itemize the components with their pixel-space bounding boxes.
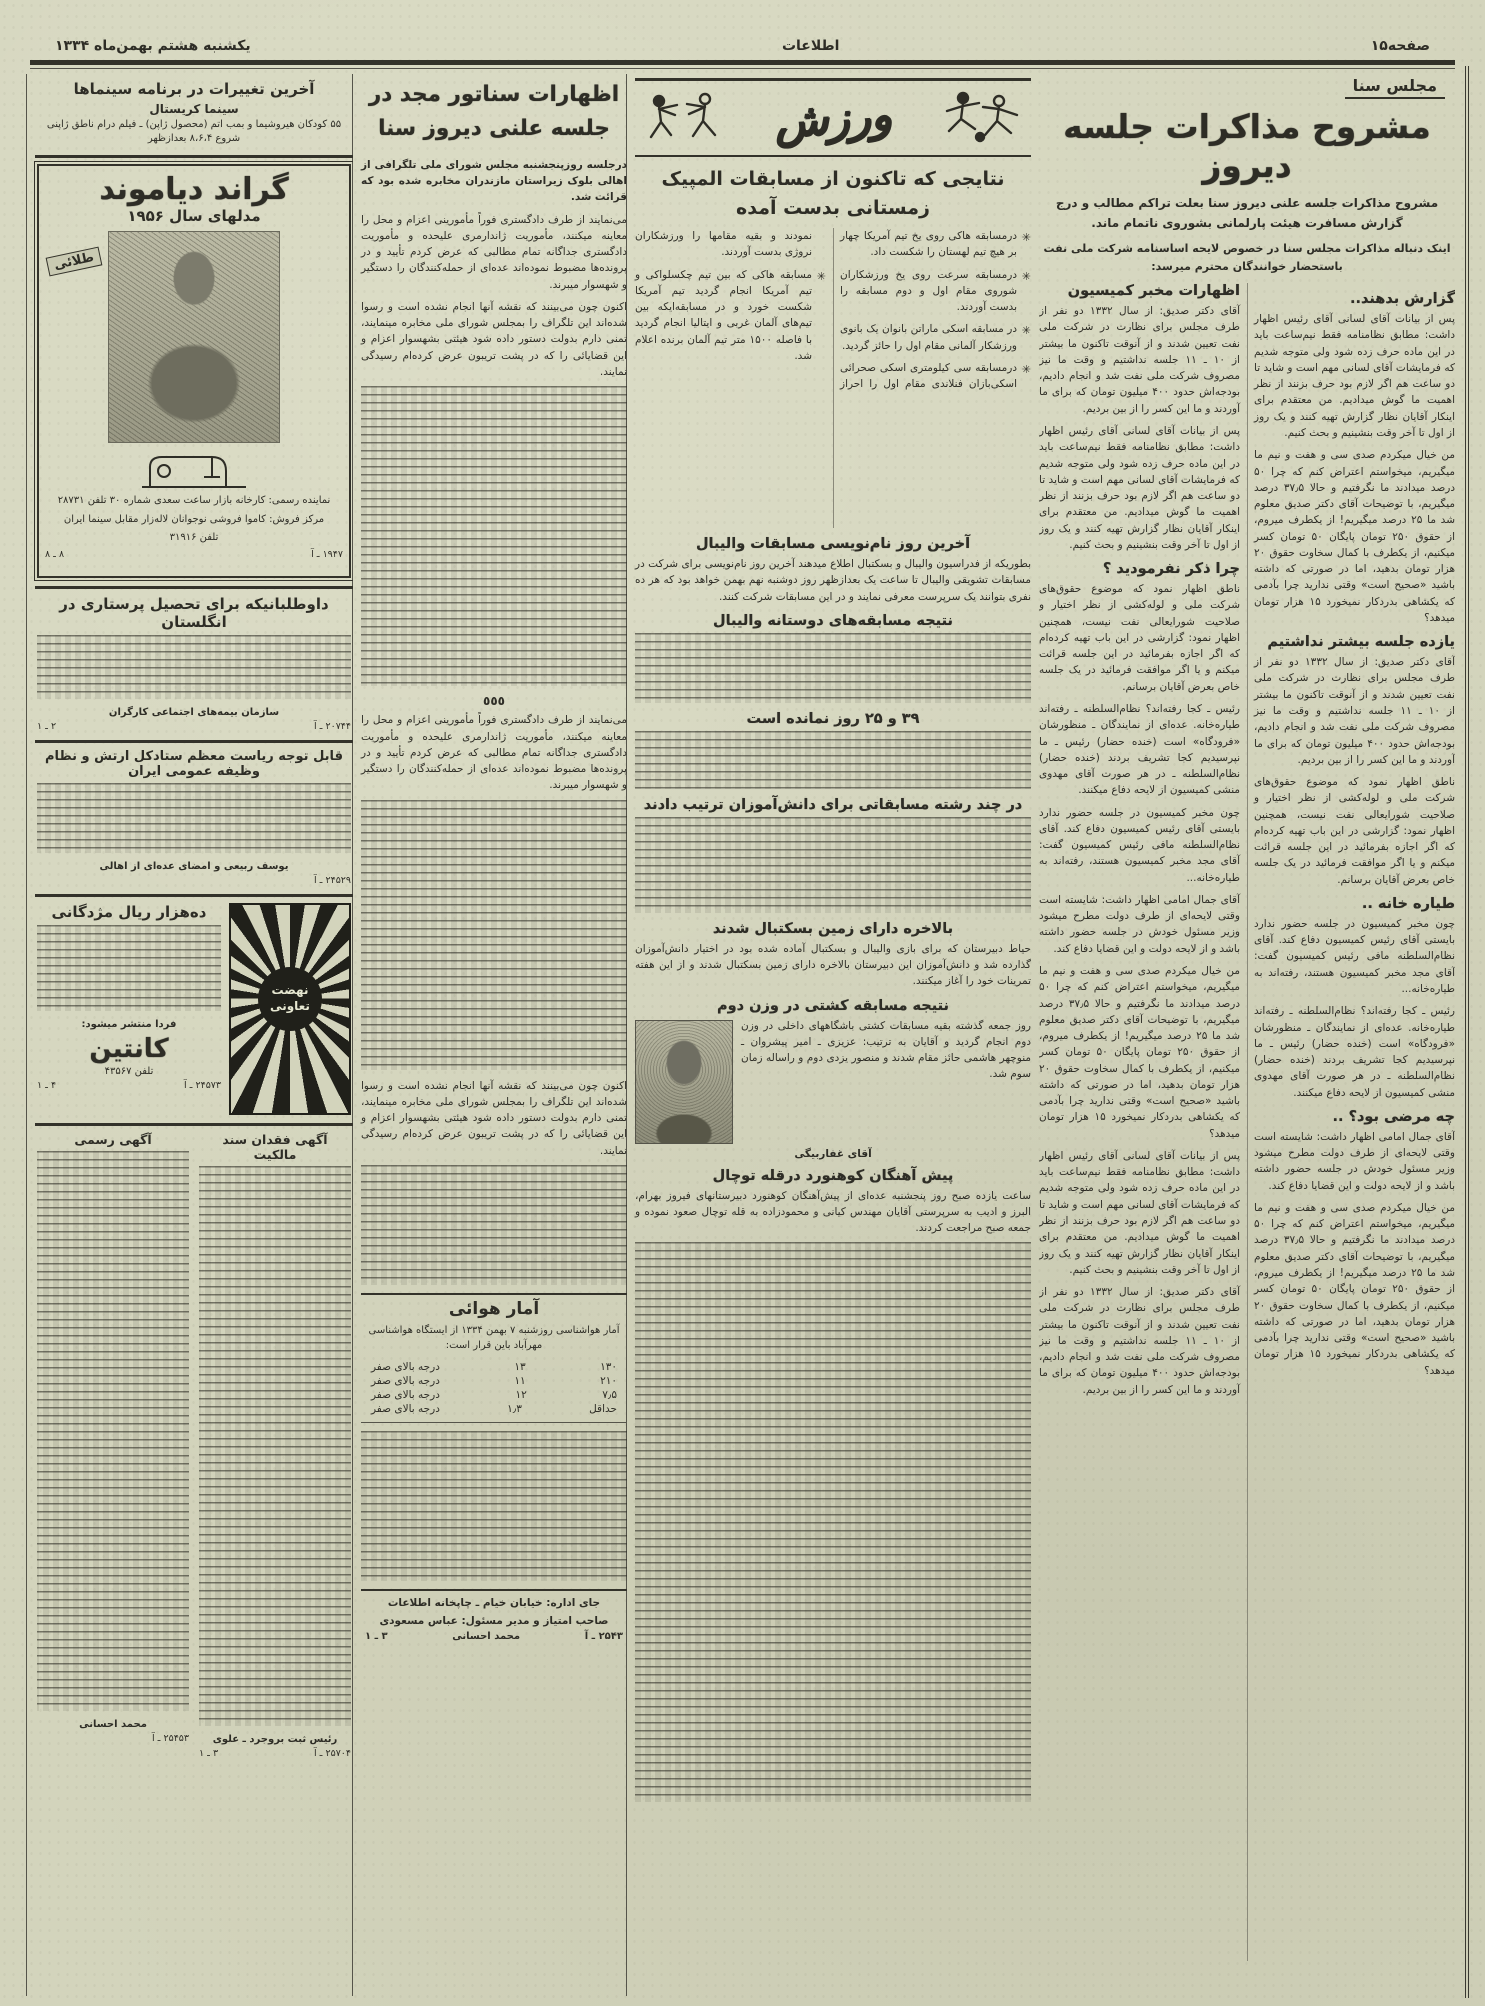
unreadable-scan-text [361,1431,627,1581]
weather-table [361,1360,627,1416]
senate-subhead-2: یازده جلسه بیشتر نداشتیم [1267,634,1455,651]
nursing-org-name: سازمان بیمه‌های اجتماعی کارگران [108,707,280,718]
legal-notices [35,1126,353,1767]
weather-row: ۱۳۰ ۱۳ درجه بالای صفر [371,1360,617,1373]
olympics-result-item: ✳ مسابقه هاکی که بین تیم چکسلواکی و تیم آمریکا انجام گردید تیم آمریکا شکست خورد و در مسابقه‌ایکه بین تیم‌های آلمان غربی و ایتالیا انجام گردید با فاصله ۱۵۰۰ متر تیم آلمان برنده اعلام شد. [635,267,826,365]
ad-code: ۲۵۴۵۳ ـ آ [152,1733,189,1744]
majd-paragraph: اکنون چون می‌بینند که نقشه آنها انجام نشده است و رسوا شده‌اند این تلگراف را بمجلس شورای ملی مخابره مینمایند، تمنی دارم بدولت دستور داده شود هیئتی بشهسوار اعزام و این قضایائی را که در پشت تریبون عرض کرده‌ام رسیدگی نمایند. [361,1079,627,1157]
senate-paragraph: من خیال میکردم صدی سی و هفت و نیم ما میگیریم، میخواستم اعتراض کنم که چرا ۵۰ درصد میدادند ما نگرفتیم و حالا ۳۷٫۵ درصد میگیریم، با توضیحات آقای دکتر صدیق معلوم شد ما ۲۵ درصد میگیریم! از یکطرف میروم، از حقوق ۲۵۰ تومان پایگان ۵۰ تومان کسر میکنیم، از یکطرف با کمال سخاوت حقوق ۲۰ هزار تومان بدهید، اما در صورتی که داشته باشید «صحیح است» وقتی ندارید چرا بآدمی که یکشاهی بدردکار نمیخورد ۱۵ هزار تومان میدهد؟ [1039,964,1240,1140]
senate-text-columns [1039,283,1455,1961]
cinema-film-description: ۵۵ کودکان هیروشیما و بمب اتم (محصول ژاپن) ـ فیلم درام ناطق ژاپنی [46,119,342,130]
senate-lede2: اینک دنباله مذاکرات مجلس سنا در خصوص لایحه اساسنامه شرکت ملی نفت باستحضار خوانندگان محترم میرسد: [1043,241,1451,274]
publisher-line: صاحب امتیاز و مدیر مسئول: عباس مسعودی [379,1615,609,1628]
page-number: صفحه۱۵ [1370,38,1430,54]
diamond-phone: تلفن ۳۱۹۱۶ [169,532,219,543]
sports-subhead-wrestling-result: نتیجه مسابقه کشتی در وزن دوم [717,997,949,1014]
army-notice-signature: یوسف ربیعی و امضای عده‌ای از اهالی [99,861,289,872]
senate-lede: مشروح مذاکرات جلسه علنی دیروز سنا بعلت تراکم مطالب و درج گزارش مسافرت هیئت پارلمانی بشوروی ناتمام ماند. [1055,196,1439,231]
ad-code-secondary: ۸ ـ ۸ [45,548,65,560]
ad-code-secondary: ۲ ـ ۱ [37,721,57,732]
senate-headline: مشروح مذاکرات جلسه دیروز [1063,107,1431,185]
signature-name: محمد احسانی [452,1631,521,1643]
official-notice-signature: محمد احسانی [79,1719,147,1730]
majd-paragraph: می‌نمایند از طرف دادگستری فوراً مأمورینی اعزام و محل را معاینه میکنند، مأموریت ژاندارمری علیحده و مأموریت دادگستری جداگانه تمام مطالبی که عرض کردم تأیید و در پرونده‌ها مضبوط نموده‌اند عده‌ای از حمله‌کنندگان را دستگیر و شهسوار میبرند. [361,714,627,792]
cooperative-movement-title: نهضت تعاونی [270,983,310,1013]
senate-paragraph: آقای دکتر صدیق: از سال ۱۳۳۲ دو نفر از طرف مجلس برای نظارت در شرکت ملی نفت تعیین شدند و از آنوقت تاکنون ما بیشتر از ۱۰ ـ ۱۱ جلسه نداشتیم و وقت ما نیز مصروف شرکت ملی نفت شد و انجام دادیم، بودجه‌اش حدود ۴۰۰ میلیون تومان که برای ما آوردند و ما این کسر را از بین بردیم. [1039,1286,1240,1396]
imprint-block [361,1589,627,1643]
masthead-rule-thin [30,68,1455,69]
unreadable-scan-text [37,635,351,699]
reward-and-coop-ads [35,897,353,1126]
fashion-model-illustration [108,231,280,443]
unreadable-scan-text [635,633,1031,703]
sports-headline: نتایجی که تاکنون از مسابقات المپیک زمستانی بدست آمده [661,168,1005,219]
unreadable-scan-text [361,1165,627,1285]
reward-title: ده‌هزار ریال مژدگانی [51,903,207,921]
sports-bullet-columns [635,228,1031,528]
page-body [30,74,1455,1996]
cinema-listing-ad [35,74,353,158]
unreadable-scan-text [361,386,627,686]
sports-subhead-scouts-tochal: پیش آهنگان کوهنورد درقله توچال [712,1167,954,1184]
grand-diamond-ad [35,158,353,589]
nursing-notice-title: داوطلبانیکه برای تحصیل پرستاری در انگلستان [59,595,329,631]
sports-paragraph: ساعت یازده صبح روز پنجشنبه عده‌ای از پیش‌آهنگان کوهنورد دبیرستانهای فیروز بهرام، البرز و ادیب به سرپرستی آقایان مهندس کیانی و محمودزاده به قله توچال صعود نموده و جمعه صبح مراجعت کردند. [635,1189,1031,1235]
ad-code: ۲۴۵۲۹ ـ آ [314,875,351,886]
unreadable-scan-text [199,1166,351,1726]
nursing-study-notice [35,589,353,743]
ad-code: ۲۴۵۷۳ ـ آ [184,1080,221,1091]
official-notice [37,1132,189,1759]
majd-article-section [352,74,627,1996]
ad-code-secondary: ۳ ـ ۱ [365,1631,388,1643]
lost-deed-title: آگهی فقدان سند مالکیت [222,1132,328,1162]
ad-code: ۱۹۴۷ ـ آ [311,548,343,560]
unreadable-scan-text [37,783,351,853]
sports-logo-text: ورزش [772,88,894,148]
office-address-line: جای اداره: خیابان خیام ـ چاپخانه اطلاعات [387,1596,601,1609]
senate-paragraph: ناطق اظهار نمود که موضوع حقوق‌های شرکت ملی و لوله‌کشی از نظر اختیار و صلاحیت شورایعالی نفت نیست، همچنین اظهار نمود: گزارشی در این باب تهیه کرده‌ام که اگر اجازه بفرمائید در این جلسه قرائت میکنم و یا اگر موافقت فرمائید در یک جلسه خاص بعرض آقایان برسانم. [1039,583,1240,693]
army-staff-notice [35,743,353,897]
boxers-illustration [637,89,729,147]
weather-row: حداقل ۱٫۳ درجه بالای صفر [371,1402,617,1415]
ad-code: ۲۰۷۴۴ ـ آ [314,721,351,732]
senate-paragraph: آقای دکتر صدیق: از سال ۱۳۳۲ دو نفر از طرف مجلس برای نظارت در شرکت ملی نفت تعیین شدند و از آنوقت تاکنون ما بیشتر از ۱۰ ـ ۱۱ جلسه نداشتیم و وقت ما نیز مصروف شرکت ملی نفت شد و انجام دادیم، بودجه‌اش حدود ۴۰۰ میلیون تومان که برای ما آوردند و ما این کسر را از بین بردیم. [1039,305,1240,415]
sports-subhead-student-competitions: در چند رشته مسابقاتی برای دانش‌آموزان ترتیب دادند [643,796,1023,813]
olympics-result-item: ✳ در مسابقه اسکی ماراتن بانوان یک بانوی ورزشکار آلمانی مقام اول را حائز گردید. [840,321,1031,354]
senate-section [1039,74,1455,1996]
senate-paragraph: من خیال میکردم صدی سی و هفت و نیم ما میگیریم، میخواستم اعتراض کنم که چرا ۵۰ درصد میدادند ما نگرفتیم و حالا ۳۷٫۵ درصد میگیریم، با توضیحات آقای دکتر صدیق معلوم شد ما ۲۵ درصد میگیریم! از یکطرف میروم، از حقوق ۲۵۰ تومان پایگان ۵۰ تومان کسر میکنیم، از یکطرف با کمال سخاوت حقوق ۲۰ هزار تومان بدهید، اما در صورتی که داشته باشید «صحیح است» وقتی ندارید چرا بآدمی که یکشاهی بدردکار نمیخورد ۱۵ هزار تومان میدهد؟ [1254,1201,1455,1377]
masthead [55,34,1430,58]
senate-subhead-6: چرا ذکر نفرمودید ؟ [1102,561,1240,578]
senate-paragraph: چون مخبر کمیسیون در جلسه حضور ندارد بایستی آقای رئیس کمیسیون دفاع کند. آقای نظام‌السلطنه مافی رئیس کمیسیون گفت: آقای مجد مخبر کمیسیون هستند، رفته‌اند به طیاره‌خانه... [1039,806,1240,884]
sports-paragraph: روز جمعه گذشته بقیه مسابقات کشتی باشگاههای داخلی در وزن دوم انجام گردید و آقایان به ترتیب: عزیزی ـ امیر پیشروان ـ منوچهر هاشمی حائز مقام شدند و منصور یزدی دوم و راساله زمان سوم شد. [741,1019,1031,1081]
senate-subhead-4: چه مرضی بود؟ .. [1332,1108,1455,1125]
weather-intro: آمار هواشناسی روزشنبه ۷ بهمن ۱۳۳۴ از ایستگاه هواشناسی مهرآباد باین قرار است: [368,1324,620,1352]
unreadable-scan-text [37,1151,189,1711]
unreadable-scan-text [635,1242,1031,1802]
majd-paragraph: اکنون چون می‌بینند که نقشه آنها انجام نشده است و رسوا شده‌اند این تلگراف را بمجلس شورای ملی مخابره مینمایند، تمنی دارم بدولت دستور داده شود هیئتی بشهسوار اعزام و این قضایائی را که در پشت تریبون عرض کرده‌ام رسیدگی نمایند. [361,300,627,378]
grand-diamond-subtitle: مدلهای سال ۱۹۵۶ [127,207,261,225]
canteen-phone: تلفن ۴۳۵۶۷ [104,1066,154,1077]
issue-date: یکشنبه هشتم بهمن‌ماه ۱۳۳۴ [55,38,251,54]
golden-badge: طلائی [46,247,103,277]
cooperative-movement-ad [229,903,351,1115]
publish-tomorrow-note: فردا منتشر میشود: [81,1019,177,1030]
lost-deed-notice [199,1132,351,1759]
weather-stats-box [361,1293,627,1423]
unreadable-scan-text [37,925,221,1011]
majd-headline: اظهارات سناتور مجد در جلسه علنی دیروز سنا [368,82,620,142]
ad-code: ۲۵۴۳ ـ آ [584,1631,623,1643]
senate-paragraph: پس از بیانات آقای لسانی آقای رئیس اظهار داشت: مطابق نظامنامه فقط نیم‌ساعت باید در این ماده حرف زده شود ولی متوجه شدیم که فرمایشات آقای لسانی مهم است و شاید تا دو ساعت هم اگر لازم بود حرف بزنند از نظر اهمیت ما گوش میدادیم. من معتقدم برای اینکار آقایان نظار گزارش تهیه کنند و یک روز از اول تا آخر وقت بنشینیم و بحث کنیم. [1039,1149,1240,1276]
cinema-listing-header: آخرین تغییرات در برنامه سینماها [73,80,315,98]
senate-paragraph: من خیال میکردم صدی سی و هفت و نیم ما میگیریم، میخواستم اعتراض کنم که چرا ۵۰ درصد میدادند ما نگرفتیم و حالا ۳۷٫۵ درصد میگیریم، با توضیحات آقای دکتر صدیق معلوم شد ما ۲۵ درصد میگیریم! از یکطرف میروم، از حقوق ۲۵۰ تومان پایگان ۵۰ تومان کسر میکنیم، از یکطرف با کمال سخاوت حقوق ۲۰ هزار تومان بدهید، اما در صورتی که داشته باشید «صحیح است» وقتی ندارید چرا بآدمی که یکشاهی بدردکار نمیخورد ۱۵ هزار تومان میدهد؟ [1254,449,1455,624]
senate-paragraph: چون مخبر کمیسیون در جلسه حضور ندارد بایستی آقای رئیس کمیسیون دفاع کند. آقای نظام‌السلطنه مافی رئیس کمیسیون گفت: آقای مجد مخبر کمیسیون هستند، رفته‌اند به طیاره‌خانه... [1254,917,1455,995]
senate-paragraph: ناطق اظهار نمود که موضوع حقوق‌های شرکت ملی و لوله‌کشی از نظر اختیار و صلاحیت شورایعالی نفت نیست، همچنین اظهار نمود: گزارشی در این باب تهیه کرده‌ام که اگر اجازه بفرمائید در این جلسه قرائت میکنم و یا اگر موافقت فرمائید در یک جلسه خاص بعرض آقایان برسانم. [1254,776,1455,886]
photo-caption: آقای غفاربیگی [794,1147,872,1160]
ad-code-secondary: ۳ ـ ۱ [199,1748,219,1759]
grand-diamond-title: گراند دیاموند [99,172,289,207]
army-notice-title: قابل توجه ریاست معظم ستادکل ارتش و نظام وظیفه عمومی ایران [45,749,343,779]
sports-subhead-countdown: ۳۹ و ۲۵ روز نمانده است [746,710,920,727]
senate-paragraph: پس از بیانات آقای لسانی آقای رئیس اظهار داشت: مطابق نظامنامه فقط نیم‌ساعت باید در این ماده حرف زده شود ولی متوجه شدیم که فرمایشات آقای لسانی مهم است و شاید تا دو ساعت هم اگر لازم بود حرف بزنند از نظر اهمیت ما گوش میدادیم. من معتقدم برای اینکار آقایان نظار گزارش تهیه کنند و یک روز از اول تا آخر وقت بنشینیم و بحث کنیم. [1039,425,1240,551]
cinema-showtimes: شروع ۸،۶،۴ بعدازظهر [147,133,241,144]
ad-code: ۲۵۷۰۴ ـ آ [314,1748,351,1759]
sports-section [626,74,1031,1996]
sewing-machine-illustration [134,447,254,493]
unreadable-scan-text [635,817,1031,913]
senate-paragraph: رئیس ـ کجا رفته‌اند؟ نظام‌السلطنه ـ رفته‌اند طیاره‌خانه. عده‌ای از نمایندگان ـ منظورشان «فرودگاه» است (خنده حضار) رئیس ـ ما نپرسیدیم کجا تشریف بردند (خنده حضار) نظام‌السلطنه ـ در هر صورت آقای مهدوی منشی کمیسیون از لایحه دفاع میکنند. [1254,1005,1455,1099]
lost-deed-signature: رئیس ثبت بروجرد ـ علوی [212,1734,338,1745]
sports-paragraph: بطوریکه از فدراسیون والیبال و بسکتبال اطلاع میدهند آخرین روز نام‌نویسی برای شرکت در مسابقات تشویقی والیبال تا ساعت یک بعدازظهر روز دوشنبه نهم بهمن خواهد بود که هر ده نفری بتوانند یک سرپرست معرفی نمایند و در این مسابقات شرکت کنند. [635,558,1031,603]
senate-paragraph: پس از بیانات آقای لسانی آقای رئیس اظهار داشت: مطابق نظامنامه فقط نیم‌ساعت باید در این ماده حرف زده شود ولی متوجه شدیم که فرمایشات آقای لسانی مهم است و شاید تا دو ساعت هم اگر لازم بود حرف بزنند از نظر اهمیت ما گوش میدادیم. من معتقدم برای اینکار آقایان نظار گزارش تهیه کنند و یک روز از اول تا آخر وقت بنشینیم و بحث کنیم. [1254,313,1455,440]
sports-paragraph: حیاط دبیرستان که برای بازی والیبال و بسکتبال آماده شده بود در اختیار دانش‌آموزان گذارده شد و دانش‌آموزان این دبیرستان بالاخره دارای زمین بسکتبال شدند و از این هفته تمرینات خود را آغاز میکنند. [635,942,1031,988]
sports-banner [635,78,1031,157]
majd-lede: درجلسه روزپنجشنبه مجلس شورای ملی تلگرافی از اهالی بلوک زیراستان مازندران مخابره شده بود که قرائت شد. [361,158,627,204]
section-divider: ٥٥٥ [483,694,505,709]
paper-title: اطلاعات [781,38,840,54]
sports-subhead-friendly-results: نتیجه مسابقه‌های دوستانه والیبال [713,612,953,629]
unreadable-scan-text [635,731,1031,789]
olympics-result-item: ✳ درمسابقه هاکی روی یخ تیم آمریکا چهار بر هیچ تیم لهستان را شکست داد. [840,228,1031,261]
sports-subhead-volleyball-deadline: آخرین روز نام‌نویسی مسابقات والیبال [695,536,971,552]
senate-subhead-5: اظهارات مخبر کمیسیون [1067,283,1240,300]
weather-row: ۲۱۰ ۱۱ درجه بالای صفر [371,1374,617,1387]
diamond-agent-line: نماینده رسمی: کارخانه بازار ساعت سعدی شماره ۳۰ تلفن ۲۸۷۳۱ [57,495,331,506]
senate-paragraph: آقای دکتر صدیق: از سال ۱۳۳۲ دو نفر از طرف مجلس برای نظارت در شرکت ملی نفت تعیین شدند و از آنوقت تاکنون ما بیشتر از ۱۰ ـ ۱۱ جلسه نداشتیم و وقت ما نیز مصروف شرکت ملی نفت شد و انجام دادیم، بودجه‌اش حدود ۴۰۰ میلیون تومان که برای ما آوردند و ما این کسر را از بین بردیم. [1254,656,1455,766]
diamond-shop-line: مرکز فروش: کاموا فروشی نوجوانان لاله‌زار مقابل سینما ایران [63,513,325,525]
olympics-result-item: ✳ درمسابقه سرعت روی یخ ورزشکاران شوروی مقام اول و دوم مسابقه را بدست آوردند. [840,267,1031,316]
weather-row: ۷٫۵ ۱۲ درجه بالای صفر [371,1388,617,1401]
majd-paragraph: می‌نمایند از طرف دادگستری فوراً مأمورینی اعزام و محل را معاینه میکنند، مأموریت ژاندارمری علیحده و مأموریت دادگستری جداگانه تمام مطالبی که عرض کردم تأیید و در پرونده‌ها مضبوط نموده‌اند عده‌ای از حمله‌کنندگان را دستگیر و شهسوار میبرند. [361,213,627,291]
senate-paragraph: آقای جمال امامی اظهار داشت: شایسته است وقتی لایحه‌ای از طرف دولت مطرح میشود وزیر مسئول خودش در جلسه حضور داشته باشد و از لایحه دولت و این قضایا دفاع کند. [1039,893,1240,955]
ad-code-secondary: ۴ ـ ۱ [37,1080,57,1091]
sports-subhead-basketball-court: بالاخره دارای زمین بسکتبال شدند [712,920,954,937]
senate-subhead-3: طیاره خانه .. [1361,895,1455,912]
canteen-name: کانتین [89,1034,169,1064]
cinema-name: سینما کریستال [149,102,239,116]
olympics-result-item: ✳ درمسابقه سی کیلومتری اسکی صحرائی اسکی‌بازان فنلاندی مقام اول را احراز نمودند و بقیه مقامها را ورزشکاران نروژی بدست آوردند. [635,228,1031,392]
senate-paragraph: رئیس ـ کجا رفته‌اند؟ نظام‌السلطنه ـ رفته‌اند طیاره‌خانه. عده‌ای از نمایندگان ـ منظورشان «فرودگاه» است (خنده حضار) رئیس ـ ما نپرسیدیم کجا تشریف بردند (خنده حضار) نظام‌السلطنه ـ در هر صورت آقای مهدوی منشی کمیسیون از لایحه دفاع میکنند. [1039,703,1240,797]
masthead-rule [30,60,1455,65]
wrestler-photo [635,1020,733,1144]
official-notice-title: آگهی رسمی [74,1132,152,1147]
footballers-illustration [937,89,1029,147]
unreadable-scan-text [361,800,627,1070]
wrestler-photo-block [635,1018,1031,1160]
page-edge-rule [1465,66,1469,1998]
ads-column [26,74,353,1996]
weather-title: آمار هوائی [448,1298,540,1319]
senate-subhead-1: گزارش بدهند.. [1349,291,1455,308]
senate-kicker: مجلس سنا [1345,76,1445,99]
senate-paragraph: آقای جمال امامی اظهار داشت: شایسته است وقتی لایحه‌ای از طرف دولت مطرح میشود وزیر مسئول خودش در جلسه حضور داشته باشد و از لایحه دولت و این قضایا دفاع کند. [1254,1130,1455,1192]
